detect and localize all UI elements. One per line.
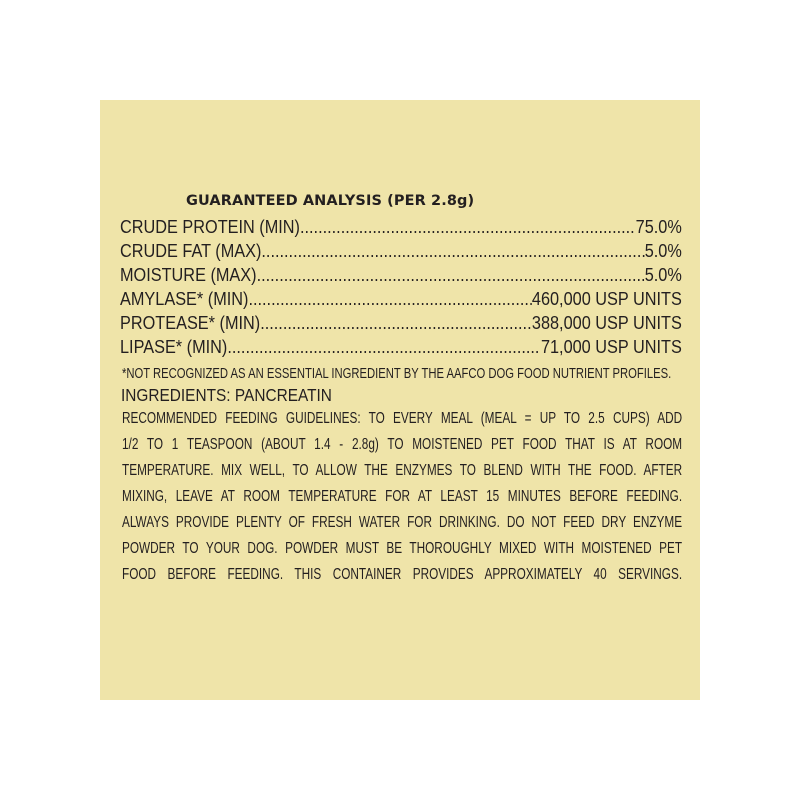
ingredients-value: PANCREATIN (234, 385, 332, 405)
dot-leader (248, 287, 531, 311)
analysis-name: LIPASE* (MIN) (120, 336, 228, 357)
feeding-line: POWDER TO YOUR DOG. POWDER MUST BE THOROUGHLY MIXED WITH MOISTENED PET (122, 540, 683, 557)
analysis-row (120, 287, 682, 311)
dot-leader (261, 239, 644, 263)
analysis-table (120, 215, 682, 359)
analysis-row (120, 263, 682, 287)
analysis-value: 460,000 USP UNITS (531, 288, 682, 309)
dot-leader (300, 215, 636, 239)
analysis-value: 5.0% (644, 264, 682, 285)
analysis-row (120, 239, 682, 263)
feeding-line: RECOMMENDED FEEDING GUIDELINES: TO EVERY MEAL (MEAL = UP TO 2.5 CUPS) ADD (122, 410, 683, 427)
analysis-value: 71,000 USP UNITS (540, 336, 682, 357)
analysis-value: 5.0% (644, 240, 682, 261)
feeding-line: ALWAYS PROVIDE PLENTY OF FRESH WATER FOR DRINKING. DO NOT FEED DRY ENZYME (122, 514, 683, 531)
dot-leader (260, 311, 532, 335)
analysis-name: AMYLASE* (MIN) (120, 288, 249, 309)
feeding-line: TEMPERATURE. MIX WELL, TO ALLOW THE ENZYMES TO BLEND WITH THE FOOD. AFTER (122, 462, 683, 479)
feeding-line: FOOD BEFORE FEEDING. THIS CONTAINER PROVIDES APPROXIMATELY 40 SERVINGS. (122, 566, 683, 583)
analysis-row (120, 311, 682, 335)
product-label-panel (100, 100, 700, 700)
analysis-value: 388,000 USP UNITS (531, 312, 682, 333)
feeding-line: MIXING, LEAVE AT ROOM TEMPERATURE FOR AT LEAST 15 MINUTES BEFORE FEEDING. (122, 488, 683, 505)
title-text: GUARANTEED ANALYSIS (186, 193, 383, 209)
analysis-row (120, 215, 682, 239)
aafco-footnote: *NOT RECOGNIZED AS AN ESSENTIAL INGREDIENT BY THE AAFCO DOG FOOD NUTRIENT PROFILES. (122, 365, 672, 382)
analysis-name: CRUDE FAT (MAX) (120, 240, 262, 261)
ingredients-label: INGREDIENTS: (121, 385, 231, 405)
guaranteed-analysis-title (186, 193, 474, 209)
dot-leader (257, 263, 645, 287)
analysis-row (120, 335, 682, 359)
analysis-name: MOISTURE (MAX) (120, 264, 257, 285)
analysis-value: 75.0% (635, 216, 682, 237)
analysis-name: PROTEASE* (MIN) (120, 312, 261, 333)
feeding-guidelines (122, 406, 682, 588)
dot-leader (227, 335, 541, 359)
title-qualifier: (PER 2.8g) (387, 193, 475, 209)
ingredients-line (121, 384, 332, 406)
feeding-line: 1/2 TO 1 TEASPOON (ABOUT 1.4 - 2.8g) TO MOISTENED PET FOOD THAT IS AT ROOM (122, 436, 683, 453)
analysis-name: CRUDE PROTEIN (MIN) (120, 216, 300, 237)
